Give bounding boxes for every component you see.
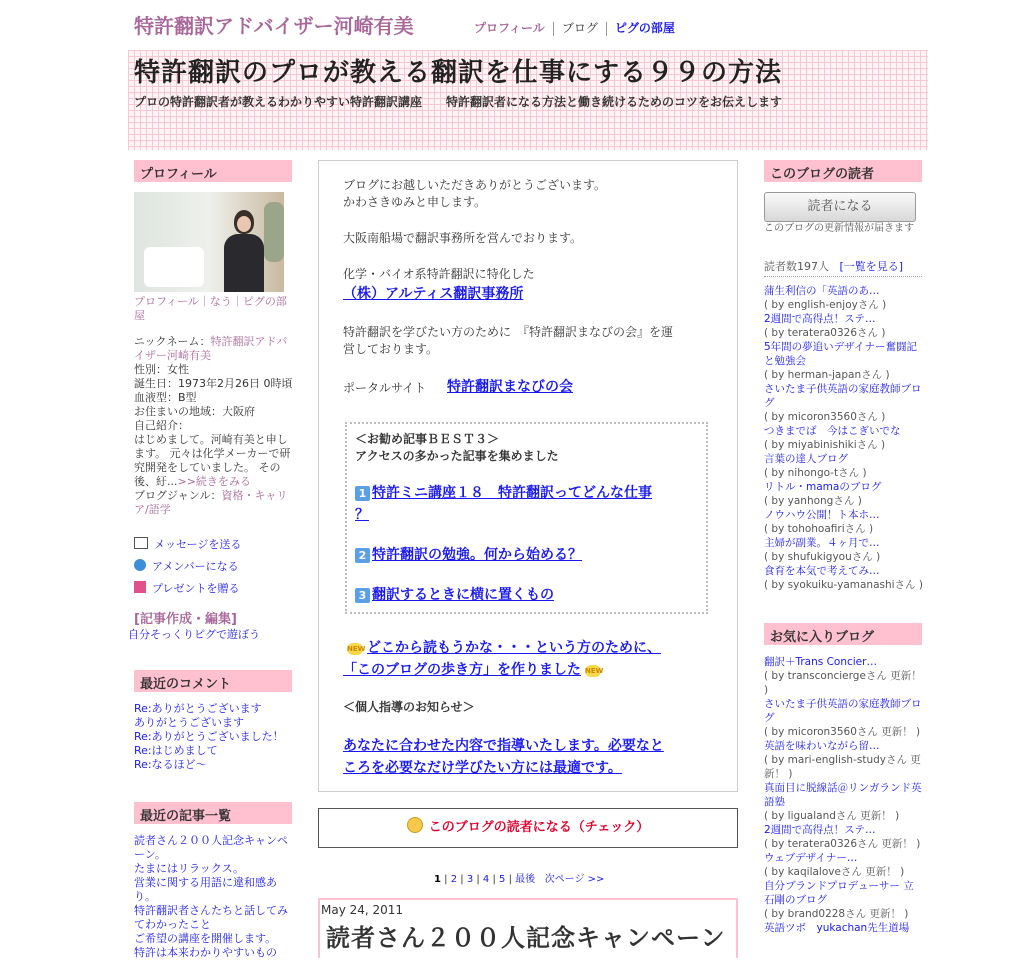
post-title[interactable]: 読者さん２００人記念キャンペーン [326, 924, 726, 952]
nav-divider [606, 22, 607, 36]
reader-by: ( by micoron3560さん ) [764, 411, 886, 423]
fav-blog-link[interactable]: 2週間で高得点！ステ… [764, 824, 876, 836]
reader-by: ( by yanhongさん ) [764, 495, 862, 507]
person-face [237, 216, 251, 232]
article-link[interactable]: 特許翻訳者さんたちと話してみてわかったこと [134, 904, 288, 931]
amember-icon [134, 559, 146, 571]
genre-link[interactable]: 資格・キャリア/語学 [134, 489, 288, 516]
pig-play-link[interactable]: 自分そっくりピグで遊ぼう [128, 628, 260, 641]
readers-heading: このブログの読者 [764, 160, 922, 182]
reader-by: ( by teratera0326さん ) [764, 327, 886, 339]
profile-links[interactable]: プロフィール｜なう｜ピグの部屋 [134, 295, 287, 322]
intro-text: はじめまして。河崎有美と申します。 元々は化学メーカーで研究開発をしていました。 その後、紆... [134, 433, 291, 488]
reader-by: ( by syokuiku-yamanashiさん ) [764, 579, 923, 591]
best-article-2-title: 特許翻訳の勉強。何から始める？ [372, 547, 582, 563]
reader-by: ( by miyabinishikiさん ) [764, 439, 886, 451]
reader-blog-link[interactable]: 蒲生利信の「英語のあ… [764, 285, 880, 297]
article-link[interactable]: 読者さん２００人記念キャンペーン。 [134, 834, 288, 861]
top-nav [474, 19, 675, 36]
person-body [224, 234, 264, 292]
chair-shape [144, 247, 204, 287]
office-line: 大阪南船場で翻訳事務所を営んでおります。 [343, 231, 583, 245]
fav-by: ( by kaqilaloveさん 更新！ ) [764, 866, 905, 878]
reader-by: ( by shufukigyouさん ) [764, 551, 881, 563]
present-action[interactable] [134, 580, 240, 596]
nav-blog[interactable]: ブログ [561, 21, 598, 35]
best-article-3-title: 翻訳するときに横に置くもの [372, 587, 554, 603]
fav-blog-link[interactable]: 翻訳＋Trans Concier… [764, 656, 877, 668]
comment-link[interactable]: Re:はじめまして [134, 744, 218, 757]
pico-icon [407, 817, 423, 833]
region: お住まいの地域：大阪府 [134, 405, 255, 418]
tutoring-link-2[interactable]: ころを必要なだけ学びたい方には最適です。 [343, 760, 622, 776]
blog-description: プロの特許翻訳者が教えるわかりやすい特許翻訳講座 特許翻訳者になる方法と働き続けるためのコツをお伝えします [134, 95, 783, 109]
fav-blog-link[interactable]: ウェブデザイナー… [764, 852, 858, 864]
amember-label: アメンバーになる [152, 560, 239, 573]
fav-blog-link[interactable]: 真面目に脱線話＠リンガランド英語塾 [764, 782, 922, 808]
page-link[interactable]: 5 [499, 874, 506, 885]
fav-blog-link[interactable]: 自分ブランドプロデューサー 立石剛のブログ [764, 880, 914, 906]
tutoring-link[interactable]: あなたに合わせた内容で指導いたします。必要なと [343, 738, 664, 754]
favorites-list [764, 655, 924, 935]
reader-blog-link[interactable]: ノウハウ公開！ト本ホ… [764, 509, 880, 521]
reader-count [764, 258, 903, 274]
comment-link[interactable]: Re:ありがとうございました！ [134, 730, 284, 743]
recent-comments-list [134, 702, 294, 772]
reader-blog-link[interactable]: 主婦が副業。４ヶ月で… [764, 537, 880, 549]
readers-list [764, 284, 924, 592]
reader-description: このブログの更新情報が届きます [764, 223, 914, 234]
reader-blog-link[interactable]: 2週間で高得点！ステ… [764, 313, 876, 325]
profile-heading: プロフィール [134, 160, 292, 182]
best-article-3[interactable] [355, 584, 554, 606]
reader-by: ( by english-enjoyさん ) [764, 299, 887, 311]
gender: 性別：女性 [134, 363, 189, 376]
fav-by: ( by transconciergeさん 更新！ ) [764, 670, 922, 696]
page-current: 1 [434, 874, 441, 885]
best-article-1-cont[interactable]: ？ [355, 507, 369, 523]
fav-blog-link[interactable]: 英語ツボ yukachan先生道場 [764, 922, 910, 934]
recent-articles-heading: 最近の記事一覧 [134, 802, 292, 824]
portal-label: ポータルサイト [343, 381, 427, 395]
reader-check-box[interactable] [318, 808, 738, 848]
nav-pig-room[interactable]: ピグの部屋 [614, 21, 675, 35]
site-title[interactable]: 特許翻訳アドバイザー河崎有美 [134, 14, 414, 38]
reader-blog-link[interactable]: つきまでば 今はこぎいでな [764, 425, 901, 437]
nickname-label: ニックネーム： [134, 335, 211, 348]
nickname-link[interactable]: 特許翻訳アドバイザー河崎有美 [134, 335, 288, 362]
page-link[interactable]: 4 [482, 874, 490, 885]
company-link[interactable]: （株）アルティス翻訳事務所 [343, 286, 524, 302]
fav-blog-link[interactable]: さいたま子供英語の家庭教師ブログ [764, 698, 922, 724]
number-2-icon: 2 [355, 548, 370, 563]
comment-link[interactable]: Re:なるほど～ [134, 758, 207, 771]
article-edit-link[interactable]: [記事作成・編集] [134, 612, 237, 627]
page-link[interactable]: 3 [466, 874, 474, 885]
nav-profile[interactable]: プロフィール [474, 21, 545, 35]
send-message-action[interactable] [134, 536, 241, 552]
article-link[interactable]: たまにはリラックス。 [134, 862, 244, 875]
nav-divider [553, 22, 554, 36]
reader-blog-link[interactable]: リトル・mamaのブログ [764, 481, 882, 493]
reader-blog-link[interactable]: さいたま子供英語の家庭教師ブログ [764, 383, 922, 409]
page-link[interactable]: 2 [450, 874, 458, 885]
comment-link[interactable]: Re:ありがとうございます [134, 702, 262, 715]
article-link[interactable]: ご希望の講座を開催します。 [134, 932, 277, 945]
reader-blog-link[interactable]: 食育を本気で考えてみ… [764, 565, 880, 577]
best-article-1[interactable] [355, 482, 652, 504]
new-sparkle-icon: NEW [347, 645, 366, 653]
favorites-heading: お気に入りブログ [764, 623, 922, 645]
birthday: 誕生日：1973年2月26日 0時頃 [134, 377, 293, 390]
profile-photo[interactable] [134, 192, 284, 292]
comment-link[interactable]: ありがとうございます [134, 716, 244, 729]
next-page-link[interactable]: 次ページ >> [544, 874, 605, 885]
guide-link-line2: 「このブログの歩き方」を作りました [343, 662, 581, 678]
post-date: May 24, 2011 [321, 903, 404, 917]
article-link[interactable]: 営業に関する用語に違和感あり。 [134, 876, 277, 903]
envelope-icon [134, 537, 148, 549]
study-group-line: 特許翻訳を学びたい方のために 『特許翻訳まなびの会』を運 [343, 325, 674, 339]
article-link[interactable]: 特許は本来わかりやすいもの [134, 946, 277, 959]
pagination: 1 | 2 | 3 | 4 | 5 | 最後 次ページ >> [434, 874, 605, 885]
read-more-link[interactable]: >>続きをみる [177, 475, 251, 488]
greeting-line: ブログにお越しいただきありがとうございます。 [343, 178, 607, 192]
fav-by: ( by micoron3560さん 更新！ ) [764, 726, 921, 738]
profile-info [134, 335, 296, 517]
intro-line: かわさきゆみと申します。 [343, 195, 487, 209]
portal-link[interactable]: 特許翻訳まなびの会 [447, 379, 573, 395]
guide-link[interactable] [343, 637, 661, 659]
number-3-icon: 3 [355, 588, 370, 603]
guide-link-line1: どこから読もうかな・・・という方のために、 [367, 640, 661, 656]
reader-check-label: このブログの読者になる（チェック） [428, 820, 650, 835]
guide-link-2[interactable] [343, 659, 605, 681]
reader-blog-link[interactable]: 言葉の達人ブログ [764, 453, 848, 465]
fav-by: ( by teratera0326さん 更新！ ) [764, 838, 921, 850]
number-1-icon: 1 [355, 486, 370, 501]
genre-label: ブログジャンル： [134, 489, 222, 502]
reader-by: ( by tohohoafiriさん ) [764, 523, 874, 535]
best3-subtitle: アクセスの多かった記事を集めました [355, 449, 559, 463]
become-reader-button[interactable]: 読者になる [764, 192, 916, 222]
best-article-2[interactable] [355, 544, 582, 566]
reader-by: ( by nihongo-tさん ) [764, 467, 867, 479]
fav-by: ( by mari-english-studyさん 更新！ ) [764, 754, 921, 780]
page-last-link[interactable]: 最後 [515, 874, 536, 885]
reader-list-link[interactable]: [一覧を見る] [839, 260, 904, 273]
gift-icon [134, 581, 146, 593]
fav-by: ( by brand0228さん 更新！ ) [764, 908, 909, 920]
reader-count-text: 読者数197人 [764, 260, 829, 273]
recent-articles-list [134, 834, 294, 960]
fav-by: ( by ligualandさん 更新！ ) [764, 810, 900, 822]
reader-by: ( by herman-japanさん ) [764, 369, 890, 381]
intro-label: 自己紹介： [134, 419, 189, 432]
specialty-line: 化学・バイオ系特許翻訳に特化した [343, 267, 535, 281]
present-label: プレゼントを贈る [152, 582, 240, 595]
blood-type: 血液型：B型 [134, 391, 197, 404]
notice-title: ＜個人指導のお知らせ＞ [343, 700, 475, 714]
best3-title: ＜お勧め記事ＢＥＳＴ３＞ [355, 432, 500, 446]
send-message-label: メッセージを送る [154, 538, 242, 551]
best-article-1-title: 特許ミニ講座１８ 特許翻訳ってどんな仕事 [372, 485, 652, 501]
comments-heading: 最近のコメント [134, 670, 292, 692]
amember-action[interactable] [134, 558, 239, 574]
fav-blog-link[interactable]: 英語を味わいながら留… [764, 740, 880, 752]
reader-blog-link[interactable]: 5年間の夢追いデザイナー奮闘記と勉強会 [764, 341, 917, 367]
study-group-line-2: 営しております。 [343, 342, 439, 356]
plant-shape [264, 202, 284, 262]
blog-title[interactable]: 特許翻訳のプロが教える翻訳を仕事にする９９の方法 [134, 58, 783, 88]
divider [764, 276, 922, 277]
new-sparkle-icon: NEW [585, 667, 604, 675]
